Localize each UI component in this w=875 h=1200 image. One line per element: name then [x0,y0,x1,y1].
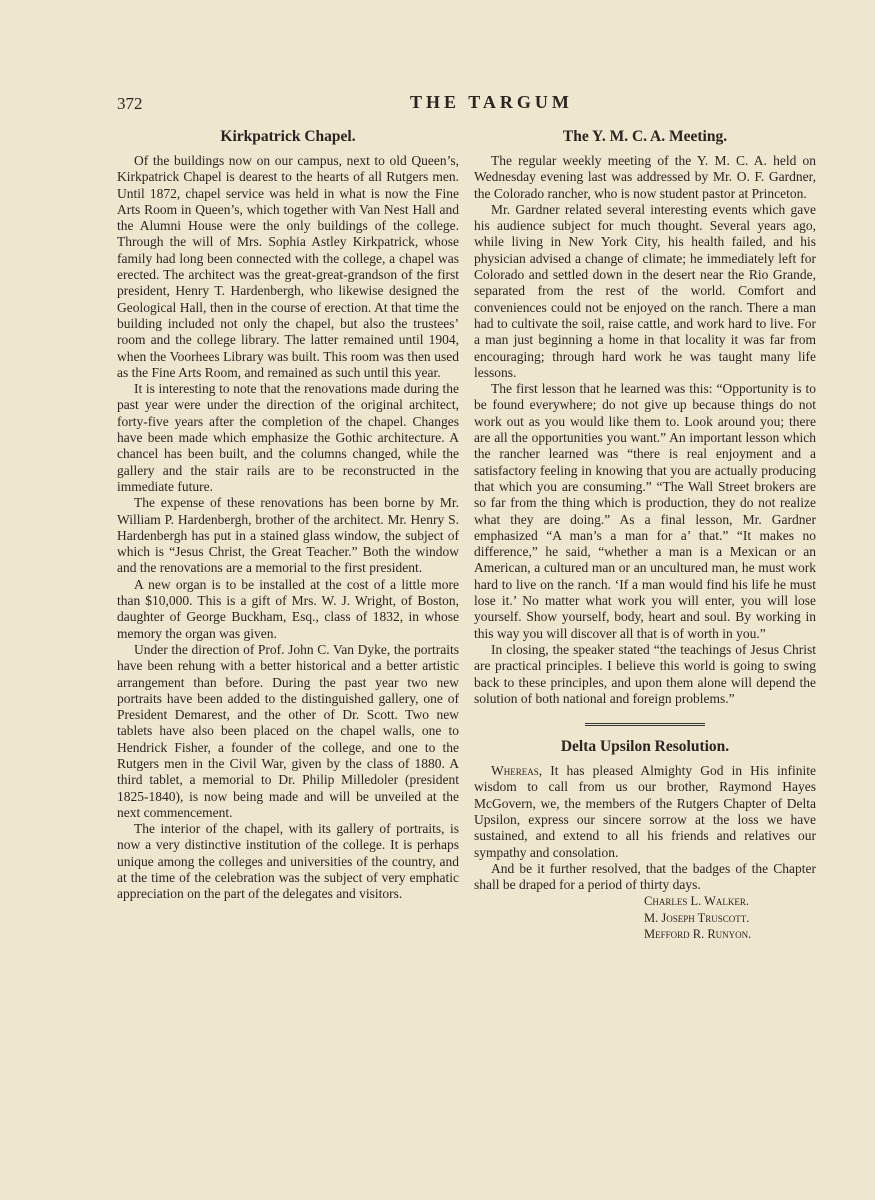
chapel-paragraph: Of the buildings now on our campus, next to old Queen’s, Kirkpatrick Chapel is dearest to the hearts of all Rutgers men. Until 1872, chapel service was held in what is now the Fine Arts Room in Queen’s, which together with Van Nest Hall and the Alumni House were the only buildings of the college. Through the will of Mrs. Sophia Astley Kirkpatrick, whose family had long been connected with the college, a chapel was erected. The architect was the great-great-grandson of the first president, Henry T. Hardenbergh, who likewise designed the Geological Hall, then in the course of erection. At that time the building included not only the chapel, but also the trustees’ room and the college library. The latter remained until 1904, when the Voorhees Library was built. This room was then used as the Fine Arts Room, and remained as such until this year. [117,153,459,380]
resolution-paragraph: And be it further resolved, that the badges of the Chapter shall be draped for a period of thirty days. [474,860,816,893]
signature: Charles L. Walker. [644,894,750,909]
resolution-text: , It has pleased Almighty God in His infinite wisdom to call from us our brother, Raymond Hayes McGovern, we, the members of the Rutgers Chapter of Delta Upsilon, express our sincere sorrow at the loss we have sustained, and extend to all his friends and relatives our sympathy and consolation. [474,763,816,860]
signature: M. Joseph Truscott. [644,910,750,925]
page-number: 372 [117,94,143,113]
ymca-paragraph: The first lesson that he learned was this: “Opportunity is to be found everywhere; do not give up because things do not work out as you would like them to. Look around you; there are all the opportunities you want.” An important lesson which the rancher learned was “there is real enjoyment and a satisfactory feeling in knowing that you are actually producing that which you are consuming.” “The Wall Street brokers are so far from the thing which is production, they do not realize what they are doing.” As a final lesson, Mr. Gardner emphasized “A man’s a man for a’ that.” “It makes no difference,” he said, “whether a man is a Mexican or an American, a cultured man or an uncultured man, he must work hard to live on the ranch. ‘If a man would find his life he must lose it.’ No matter what work you will enter, you will lose yourself. Show yourself, body, heart and soul. By working in this way you will discover all that is of worth in you.” [474,381,816,641]
masthead: THE TARGUM [410,92,573,112]
article-title-ymca: The Y. M. C. A. Meeting. [562,128,728,145]
ymca-paragraph: The regular weekly meeting of the Y. M. C. A. held on Wednesday evening last was addressed by Mr. O. F. Gardner, the Colorado rancher, who is now student pastor at Princeton. [474,153,816,201]
chapel-paragraph: It is interesting to note that the renovations made during the past year were under the direction of the original architect, forty-five years after the completion of the chapel. Changes have been made which emphasize the Gothic architecture. A chancel has been built, and the columns changed, while the gallery and the stair rails are to be reconstructed in the immediate future. [117,381,459,494]
resolution-lead-word: Whereas [491,763,539,779]
article-title-resolution: Delta Upsilon Resolution. [560,738,730,756]
article-title-chapel: Kirkpatrick Chapel. [220,128,356,145]
chapel-paragraph: The interior of the chapel, with its gallery of portraits, is now a very distinctive institution of the college. It is perhaps unique among the colleges and universities of the country, and at the time of the celebration was the subject of very emphatic appreciation on the part of the delegates and visitors. [117,821,459,902]
ymca-paragraph: In closing, the speaker stated “the teachings of Jesus Christ are practical principles. I believe this world is going to swing back to these principles, and upon them alone will depend the solution of both national and foreign problems.” [474,641,816,706]
chapel-paragraph: The expense of these renovations has been borne by Mr. William P. Hardenbergh, brother of the architect. Mr. Henry S. Hardenbergh has put in a stained glass window, the subject of which is “Jesus Christ, the Great Teacher.” Both the window and the renovations are a memorial to the first president. [117,495,459,576]
signature: Mefford R. Runyon. [644,927,752,942]
left-column [117,128,459,903]
resolution-paragraph [474,763,816,861]
ymca-paragraph: Mr. Gardner related several interesting events which gave his audience subject for much thought. Several years ago, while living in New York City, his health failed, and his physician advised a change of climate; he immediately left for Colorado and settled down in the desert near the Rio Grande, separated from the rest of the world. Comfort and conveniences could not be enjoyed on the ranch. There a man had to cultivate the soil, raise cattle, and work hard to live. For a man just beginning a home in that locality it was far from encouraging; through hard work he was taught many life lessons. [474,201,816,380]
chapel-paragraph: Under the direction of Prof. John C. Van Dyke, the portraits have been rehung with a better historical and a better artistic arrangement than before. During the past year two new portraits have been added to the distinguished gallery, one of President Demarest, and the other of Dr. Scott. Two new tablets have also been placed on the chapel walls, one to Hendrick Fisher, a founder of the college, and one to the Rutgers men in the Civil War, given by the class of 1880. A third tablet, a memorial to Dr. Philip Milledoler (president 1825-1840), is now being made and will be unveiled at the next commencement. [117,641,459,820]
right-column [474,128,816,942]
chapel-paragraph: A new organ is to be installed at the cost of a little more than $10,000. This is a gift of Mrs. W. J. Wright, of Boston, daughter of George Buckham, Esq., class of 1832, in whose memory the organ was given. [117,576,459,641]
section-divider [585,723,705,726]
